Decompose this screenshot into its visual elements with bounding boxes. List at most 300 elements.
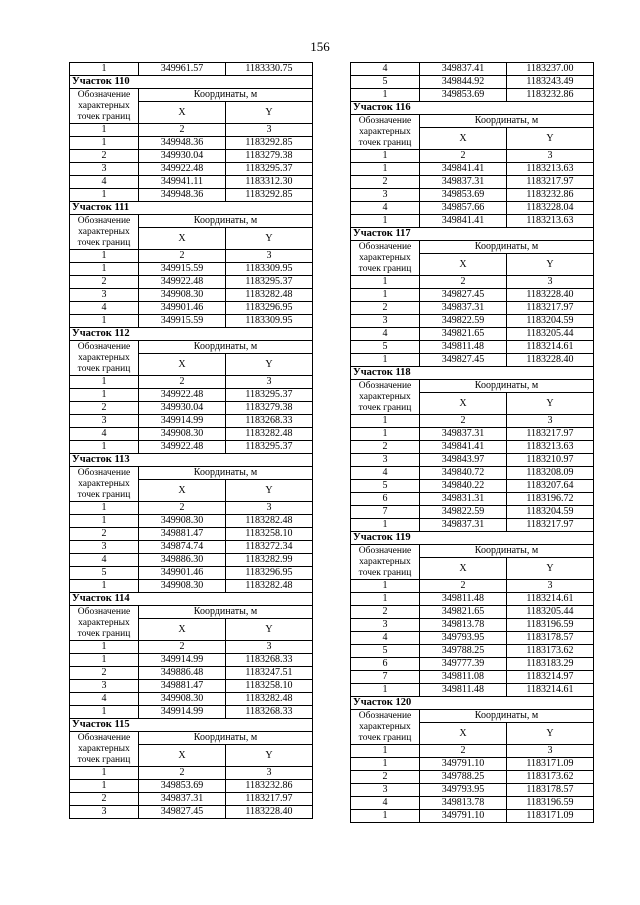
plot-title-row (351, 102, 594, 115)
table-row (351, 163, 594, 176)
designation-header: Обозначение характерных точек границ (351, 545, 420, 580)
coordinates-header: Координаты, м (420, 710, 594, 723)
table-row (70, 402, 313, 415)
plot-title: Участок 111 (70, 202, 313, 215)
point-number-cell: 7 (351, 671, 420, 684)
coordinates-header: Координаты, м (139, 215, 313, 228)
x-coordinate-cell: 349922.48 (139, 276, 226, 289)
point-number-cell: 3 (70, 289, 139, 302)
coordinates-header: Координаты, м (139, 467, 313, 480)
x-coordinate-cell: 349948.36 (139, 189, 226, 202)
column-number-row (351, 745, 594, 758)
plot-title-row (351, 697, 594, 710)
x-header: X (139, 619, 226, 641)
table-row (70, 276, 313, 289)
y-coordinate-cell: 1183258.10 (226, 680, 313, 693)
y-header: Y (507, 254, 594, 276)
y-coordinate-cell: 1183196.59 (507, 619, 594, 632)
x-header: X (139, 228, 226, 250)
point-number-cell: 6 (351, 658, 420, 671)
y-coordinate-cell: 1183295.37 (226, 276, 313, 289)
point-number-cell: 4 (70, 693, 139, 706)
y-coordinate-cell: 1183232.86 (507, 89, 594, 102)
y-coordinate-cell: 1183296.95 (226, 567, 313, 580)
y-coordinate-cell: 1183217.97 (507, 302, 594, 315)
x-coordinate-cell: 349822.59 (420, 506, 507, 519)
x-header: X (139, 102, 226, 124)
table-row (70, 541, 313, 554)
plot-title-row (351, 532, 594, 545)
plot-title-row (351, 228, 594, 241)
x-coordinate-cell: 349930.04 (139, 150, 226, 163)
plot-title-row (70, 454, 313, 467)
point-number-cell: 3 (70, 806, 139, 819)
x-coordinate-cell: 349908.30 (139, 289, 226, 302)
point-number-cell: 3 (351, 189, 420, 202)
table-row (351, 289, 594, 302)
x-coordinate-cell: 349837.31 (420, 428, 507, 441)
table-row (70, 302, 313, 315)
table-row (70, 189, 313, 202)
x-header: X (420, 128, 507, 150)
table-row (351, 645, 594, 658)
column-number: 1 (70, 250, 139, 263)
column-number: 2 (420, 580, 507, 593)
table-row (70, 667, 313, 680)
x-coordinate-cell: 349777.39 (420, 658, 507, 671)
point-number-cell: 4 (351, 328, 420, 341)
y-coordinate-cell: 1183217.97 (507, 428, 594, 441)
designation-header: Обозначение характерных точек границ (351, 710, 420, 745)
point-number-cell: 4 (351, 63, 420, 76)
table-row (351, 671, 594, 684)
table-row (351, 519, 594, 532)
y-coordinate-cell: 1183210.97 (507, 454, 594, 467)
column-number: 1 (70, 376, 139, 389)
x-header: X (139, 354, 226, 376)
x-coordinate-cell: 349840.72 (420, 467, 507, 480)
point-number-cell: 3 (351, 619, 420, 632)
table-row (70, 428, 313, 441)
header-row (70, 215, 313, 228)
y-coordinate-cell: 1183171.09 (507, 810, 594, 823)
y-coordinate-cell: 1183282.48 (226, 428, 313, 441)
x-coordinate-cell: 349930.04 (139, 402, 226, 415)
y-coordinate-cell: 1183272.34 (226, 541, 313, 554)
point-number-cell: 2 (351, 771, 420, 784)
table-row (351, 302, 594, 315)
table-row (351, 341, 594, 354)
point-number-cell: 3 (70, 541, 139, 554)
y-coordinate-cell: 1183213.63 (507, 215, 594, 228)
column-number: 3 (507, 150, 594, 163)
point-number-cell: 1 (70, 389, 139, 402)
y-coordinate-cell: 1183282.48 (226, 693, 313, 706)
table-row (70, 654, 313, 667)
table-row (70, 163, 313, 176)
x-coordinate-cell: 349821.65 (420, 606, 507, 619)
designation-header: Обозначение характерных точек границ (70, 341, 139, 376)
y-coordinate-cell: 1183214.97 (507, 671, 594, 684)
plot-title: Участок 120 (351, 697, 594, 710)
coordinates-header: Координаты, м (420, 241, 594, 254)
coordinates-table-left (69, 62, 313, 819)
column-number: 3 (226, 502, 313, 515)
point-number-cell: 1 (351, 519, 420, 532)
y-coordinate-cell: 1183213.63 (507, 441, 594, 454)
table-row (70, 554, 313, 567)
plot-title: Участок 114 (70, 593, 313, 606)
y-coordinate-cell: 1183295.37 (226, 389, 313, 402)
x-coordinate-cell: 349886.48 (139, 667, 226, 680)
x-header: X (420, 558, 507, 580)
table-row (351, 606, 594, 619)
point-number-cell: 1 (70, 515, 139, 528)
table-row (351, 467, 594, 480)
x-coordinate-cell: 349811.48 (420, 341, 507, 354)
column-number: 1 (70, 124, 139, 137)
table-row (70, 289, 313, 302)
y-coordinate-cell: 1183282.48 (226, 289, 313, 302)
table-row (351, 176, 594, 189)
point-number-cell: 4 (70, 302, 139, 315)
table-row (70, 806, 313, 819)
x-coordinate-cell: 349837.31 (420, 302, 507, 315)
coordinates-table-right (350, 62, 594, 823)
column-number-row (70, 124, 313, 137)
y-coordinate-cell: 1183282.48 (226, 580, 313, 593)
x-coordinate-cell: 349827.45 (139, 806, 226, 819)
y-coordinate-cell: 1183228.40 (507, 289, 594, 302)
x-coordinate-cell: 349837.31 (420, 176, 507, 189)
table-row (70, 315, 313, 328)
column-number: 3 (507, 580, 594, 593)
point-number-cell: 4 (351, 467, 420, 480)
y-coordinate-cell: 1183232.86 (226, 780, 313, 793)
x-coordinate-cell: 349827.45 (420, 354, 507, 367)
column-number: 1 (351, 415, 420, 428)
table-row (351, 810, 594, 823)
x-coordinate-cell: 349948.36 (139, 137, 226, 150)
column-number: 3 (507, 415, 594, 428)
x-coordinate-cell: 349821.65 (420, 328, 507, 341)
point-number-cell: 5 (351, 480, 420, 493)
coordinates-header: Координаты, м (139, 732, 313, 745)
plot-title: Участок 112 (70, 328, 313, 341)
column-number: 2 (420, 745, 507, 758)
column-number: 1 (70, 767, 139, 780)
x-coordinate-cell: 349841.41 (420, 215, 507, 228)
x-coordinate-cell: 349961.57 (139, 63, 226, 76)
table-row (70, 693, 313, 706)
y-coordinate-cell: 1183204.59 (507, 315, 594, 328)
y-coordinate-cell: 1183204.59 (507, 506, 594, 519)
point-number-cell: 5 (351, 341, 420, 354)
point-number-cell: 2 (70, 528, 139, 541)
x-coordinate-cell: 349813.78 (420, 797, 507, 810)
designation-header: Обозначение характерных точек границ (70, 467, 139, 502)
table-row (70, 567, 313, 580)
table-row (70, 515, 313, 528)
header-row (351, 115, 594, 128)
plot-title: Участок 117 (351, 228, 594, 241)
point-number-cell: 2 (70, 667, 139, 680)
coordinates-header: Координаты, м (139, 89, 313, 102)
column-number: 3 (226, 376, 313, 389)
table-row (351, 428, 594, 441)
x-coordinate-cell: 349881.47 (139, 528, 226, 541)
plot-title-row (351, 367, 594, 380)
table-row (70, 137, 313, 150)
x-coordinate-cell: 349788.25 (420, 645, 507, 658)
column-number: 1 (70, 641, 139, 654)
x-coordinate-cell: 349813.78 (420, 619, 507, 632)
plot-title: Участок 113 (70, 454, 313, 467)
y-coordinate-cell: 1183183.29 (507, 658, 594, 671)
y-header: Y (226, 228, 313, 250)
x-coordinate-cell: 349793.95 (420, 632, 507, 645)
point-number-cell: 1 (70, 315, 139, 328)
x-coordinate-cell: 349886.30 (139, 554, 226, 567)
column-number-row (70, 250, 313, 263)
x-header: X (420, 393, 507, 415)
header-row (351, 545, 594, 558)
column-number: 3 (507, 276, 594, 289)
x-coordinate-cell: 349922.48 (139, 441, 226, 454)
x-coordinate-cell: 349793.95 (420, 784, 507, 797)
y-coordinate-cell: 1183258.10 (226, 528, 313, 541)
y-header: Y (226, 480, 313, 502)
table-row (70, 63, 313, 76)
point-number-cell: 1 (351, 684, 420, 697)
left-column (69, 62, 313, 819)
y-coordinate-cell: 1183196.72 (507, 493, 594, 506)
coordinates-header: Координаты, м (420, 545, 594, 558)
point-number-cell: 2 (70, 276, 139, 289)
designation-header: Обозначение характерных точек границ (70, 732, 139, 767)
point-number-cell: 2 (351, 176, 420, 189)
y-header: Y (226, 745, 313, 767)
y-coordinate-cell: 1183171.09 (507, 758, 594, 771)
point-number-cell: 6 (351, 493, 420, 506)
y-coordinate-cell: 1183217.97 (507, 519, 594, 532)
x-coordinate-cell: 349791.10 (420, 810, 507, 823)
table-row (351, 784, 594, 797)
point-number-cell: 1 (70, 780, 139, 793)
y-coordinate-cell: 1183196.59 (507, 797, 594, 810)
right-column (350, 62, 594, 823)
coordinates-header: Координаты, м (139, 341, 313, 354)
y-coordinate-cell: 1183214.61 (507, 684, 594, 697)
table-row (351, 480, 594, 493)
x-header: X (139, 480, 226, 502)
y-coordinate-cell: 1183228.40 (507, 354, 594, 367)
point-number-cell: 1 (70, 706, 139, 719)
table-row (351, 63, 594, 76)
column-number: 1 (351, 580, 420, 593)
x-coordinate-cell: 349841.41 (420, 441, 507, 454)
point-number-cell: 1 (351, 354, 420, 367)
plot-title: Участок 115 (70, 719, 313, 732)
column-number: 1 (351, 745, 420, 758)
point-number-cell: 1 (70, 441, 139, 454)
x-coordinate-cell: 349811.48 (420, 593, 507, 606)
x-header: X (420, 723, 507, 745)
column-number: 1 (351, 276, 420, 289)
y-coordinate-cell: 1183178.57 (507, 784, 594, 797)
plot-title-row (70, 202, 313, 215)
y-coordinate-cell: 1183228.04 (507, 202, 594, 215)
y-coordinate-cell: 1183247.51 (226, 667, 313, 680)
x-coordinate-cell: 349915.59 (139, 263, 226, 276)
header-row (70, 732, 313, 745)
page-number: 156 (310, 39, 330, 54)
column-number: 3 (507, 745, 594, 758)
y-coordinate-cell: 1183237.00 (507, 63, 594, 76)
x-coordinate-cell: 349908.30 (139, 428, 226, 441)
table-row (351, 619, 594, 632)
x-coordinate-cell: 349922.48 (139, 389, 226, 402)
y-coordinate-cell: 1183292.85 (226, 137, 313, 150)
y-coordinate-cell: 1183309.95 (226, 263, 313, 276)
point-number-cell: 2 (70, 402, 139, 415)
x-coordinate-cell: 349843.97 (420, 454, 507, 467)
y-header: Y (507, 128, 594, 150)
y-coordinate-cell: 1183208.09 (507, 467, 594, 480)
x-coordinate-cell: 349914.99 (139, 654, 226, 667)
table-row (351, 684, 594, 697)
y-coordinate-cell: 1183214.61 (507, 341, 594, 354)
plot-title-row (70, 719, 313, 732)
designation-header: Обозначение характерных точек границ (351, 241, 420, 276)
column-number-row (351, 415, 594, 428)
table-row (70, 680, 313, 693)
point-number-cell: 2 (351, 302, 420, 315)
column-number: 2 (139, 376, 226, 389)
column-number: 2 (139, 641, 226, 654)
point-number-cell: 3 (351, 315, 420, 328)
y-coordinate-cell: 1183205.44 (507, 606, 594, 619)
table-row (70, 415, 313, 428)
plot-title-row (70, 593, 313, 606)
header-row (351, 241, 594, 254)
y-coordinate-cell: 1183178.57 (507, 632, 594, 645)
x-coordinate-cell: 349841.41 (420, 163, 507, 176)
table-row (351, 89, 594, 102)
column-number: 3 (226, 250, 313, 263)
point-number-cell: 2 (351, 606, 420, 619)
table-row (70, 389, 313, 402)
y-coordinate-cell: 1183279.38 (226, 402, 313, 415)
coordinates-header: Координаты, м (420, 115, 594, 128)
x-coordinate-cell: 349915.59 (139, 315, 226, 328)
table-row (351, 454, 594, 467)
table-row (351, 354, 594, 367)
x-coordinate-cell: 349791.10 (420, 758, 507, 771)
table-row (70, 793, 313, 806)
column-number: 2 (420, 276, 507, 289)
designation-header: Обозначение характерных точек границ (70, 606, 139, 641)
header-row (70, 341, 313, 354)
x-coordinate-cell: 349901.46 (139, 567, 226, 580)
column-number: 1 (70, 502, 139, 515)
y-coordinate-cell: 1183268.33 (226, 654, 313, 667)
point-number-cell: 5 (351, 645, 420, 658)
table-row (351, 658, 594, 671)
header-row (70, 467, 313, 480)
table-row (351, 632, 594, 645)
table-row (70, 176, 313, 189)
y-coordinate-cell: 1183330.75 (226, 63, 313, 76)
point-number-cell: 1 (70, 263, 139, 276)
table-row (351, 202, 594, 215)
table-row (70, 150, 313, 163)
x-coordinate-cell: 349853.69 (420, 89, 507, 102)
column-number-row (70, 502, 313, 515)
point-number-cell: 4 (351, 632, 420, 645)
y-coordinate-cell: 1183213.63 (507, 163, 594, 176)
point-number-cell: 1 (70, 137, 139, 150)
header-row (70, 89, 313, 102)
x-coordinate-cell: 349901.46 (139, 302, 226, 315)
point-number-cell: 4 (70, 428, 139, 441)
point-number-cell: 4 (70, 176, 139, 189)
table-row (351, 315, 594, 328)
y-coordinate-cell: 1183279.38 (226, 150, 313, 163)
x-coordinate-cell: 349914.99 (139, 415, 226, 428)
point-number-cell: 2 (70, 150, 139, 163)
y-header: Y (507, 393, 594, 415)
x-header: X (139, 745, 226, 767)
column-number: 3 (226, 767, 313, 780)
x-coordinate-cell: 349914.99 (139, 706, 226, 719)
column-number: 1 (351, 150, 420, 163)
table-row (351, 76, 594, 89)
table-row (351, 771, 594, 784)
plot-title: Участок 118 (351, 367, 594, 380)
header-row (70, 606, 313, 619)
point-number-cell: 1 (351, 810, 420, 823)
table-row (70, 780, 313, 793)
y-header: Y (226, 354, 313, 376)
y-header: Y (507, 723, 594, 745)
header-row (351, 710, 594, 723)
point-number-cell: 1 (351, 89, 420, 102)
point-number-cell: 7 (351, 506, 420, 519)
point-number-cell: 1 (351, 215, 420, 228)
table-row (351, 797, 594, 810)
table-row (351, 506, 594, 519)
point-number-cell: 1 (70, 189, 139, 202)
y-coordinate-cell: 1183268.33 (226, 415, 313, 428)
y-coordinate-cell: 1183295.37 (226, 441, 313, 454)
x-coordinate-cell: 349831.31 (420, 493, 507, 506)
column-number-row (70, 767, 313, 780)
table-row (351, 441, 594, 454)
column-number-row (351, 150, 594, 163)
table-row (351, 215, 594, 228)
designation-header: Обозначение характерных точек границ (70, 89, 139, 124)
designation-header: Обозначение характерных точек границ (351, 115, 420, 150)
y-coordinate-cell: 1183207.64 (507, 480, 594, 493)
column-number-row (351, 276, 594, 289)
plot-title: Участок 119 (351, 532, 594, 545)
y-coordinate-cell: 1183292.85 (226, 189, 313, 202)
x-coordinate-cell: 349811.08 (420, 671, 507, 684)
y-coordinate-cell: 1183282.48 (226, 515, 313, 528)
y-coordinate-cell: 1183217.97 (226, 793, 313, 806)
y-header: Y (507, 558, 594, 580)
